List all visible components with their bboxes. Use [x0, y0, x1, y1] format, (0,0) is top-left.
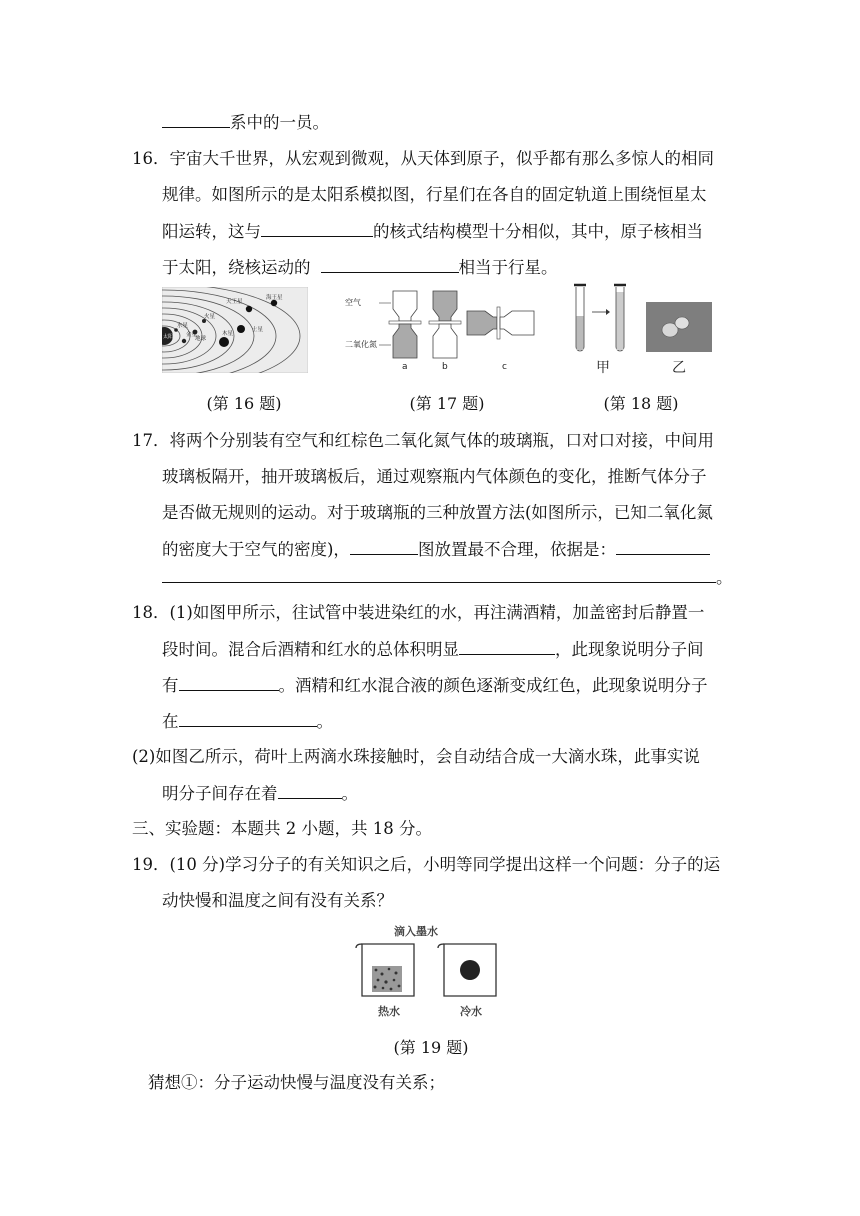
planet-label: 海王星 [266, 295, 283, 301]
q17-line-3: 是否做无规则的运动。对于玻璃瓶的三种放置方法(如图所示，已知二氧化氮 [162, 503, 713, 522]
answer-blank[interactable] [179, 710, 317, 727]
q18-line-1: 18．(1)如图甲所示，往试管中装进染红的水，再注满酒精，加盖密封后静置一 [132, 603, 705, 622]
q18-line-4 [162, 710, 333, 733]
hot-water-label: 热水 [378, 1005, 400, 1018]
answer-blank[interactable] [321, 256, 459, 273]
fig19-title: 滴入墨水 [394, 925, 438, 938]
air-label: 空气 [345, 298, 361, 307]
text: 在 [162, 712, 179, 731]
text: 阳运转，这与 [162, 222, 261, 241]
guess-1: 猜想①：分子运动快慢与温度没有关系； [148, 1073, 445, 1092]
label-jia: 甲 [596, 360, 610, 376]
label-a: a [402, 362, 408, 372]
q18-line-2 [162, 638, 704, 661]
q17-line-5 [162, 566, 733, 589]
label-b: b [442, 362, 448, 372]
q18-line-3 [162, 674, 708, 697]
q18-line-5: (2)如图乙所示，荷叶上两滴水珠接触时，会自动结合成一大滴水珠，此事实说 [132, 747, 700, 766]
gas-bottles-figure [345, 285, 540, 373]
text: 。 [341, 784, 358, 803]
answer-blank[interactable] [350, 538, 418, 555]
text: 图放置最不合理，依据是： [417, 540, 616, 559]
planet-label: 木星 [222, 331, 234, 337]
answer-blank[interactable] [162, 111, 230, 128]
text: 。 [316, 712, 333, 731]
text: 段时间。混合后酒精和红水的总体积明显 [162, 640, 459, 659]
q17-line-4 [162, 538, 710, 561]
q18-line-6 [162, 782, 358, 805]
caption-fig16: (第 16 题) [206, 394, 282, 413]
answer-blank[interactable] [459, 638, 555, 655]
answer-blank[interactable] [261, 220, 373, 237]
caption-fig18: (第 18 题) [603, 394, 679, 413]
planet-label: 金星 [186, 332, 198, 338]
cold-water-label: 冷水 [460, 1005, 482, 1018]
caption-fig17: (第 17 题) [409, 394, 485, 413]
q17-line-1: 17．将两个分别装有空气和红棕色二氧化氮气体的玻璃瓶，口对口对接，中间用 [132, 431, 714, 450]
answer-blank[interactable] [179, 674, 279, 691]
planet-label: 土星 [252, 327, 264, 333]
text: 的密度大于空气的密度)， [162, 540, 350, 559]
solar-system-figure [162, 287, 308, 373]
q16-line-1: 16．宇宙大千世界，从宏观到微观，从天体到原子，似乎都有那么多惊人的相同 [132, 149, 714, 168]
planet-label: 天王星 [226, 299, 243, 305]
text: 于太阳，绕核运动的 [162, 258, 311, 277]
ink-beakers-figure [352, 924, 502, 1024]
continuation-line [162, 111, 329, 134]
planet-label: 火星 [204, 314, 216, 320]
text: 明分子间存在着 [162, 784, 278, 803]
q16-line-4 [162, 256, 558, 279]
answer-blank[interactable] [616, 538, 710, 555]
caption-fig19: (第 19 题) [393, 1038, 469, 1057]
sun-label: 太阳 [163, 334, 174, 340]
q16-line-3 [162, 220, 703, 243]
text: 相当于行星。 [458, 258, 558, 277]
text: 。 [716, 568, 733, 587]
text: 。酒精和红水混合液的颜色逐渐变成红色，此现象说明分子 [278, 676, 708, 695]
text: 的核式结构模型十分相似，其中，原子核相当 [373, 222, 703, 241]
answer-blank[interactable] [278, 782, 342, 799]
planet-label: 水星 [177, 323, 189, 329]
q19-line-2: 动快慢和温度之间有没有关系？ [162, 891, 393, 910]
planet-label: 地球 [195, 336, 207, 342]
no2-label: 二氧化氮 [345, 340, 377, 349]
text: 系中的一员。 [230, 113, 329, 132]
q17-line-2: 玻璃板隔开，抽开玻璃板后，通过观察瓶内气体颜色的变化，推断气体分子 [162, 467, 707, 486]
test-tube-figure [570, 282, 716, 376]
q19-line-1: 19．(10 分)学习分子的有关知识之后，小明等同学提出这样一个问题：分子的运 [132, 855, 721, 874]
label-yi: 乙 [672, 360, 686, 376]
answer-blank[interactable] [162, 566, 716, 583]
q16-line-2: 规律。如图所示的是太阳系模拟图，行星们在各自的固定轨道上围绕恒星太 [162, 185, 707, 204]
label-c: c [502, 362, 507, 372]
section-heading: 三、实验题：本题共 2 小题，共 18 分。 [132, 819, 432, 838]
text: 有 [162, 676, 179, 695]
text: ，此现象说明分子间 [555, 640, 704, 659]
